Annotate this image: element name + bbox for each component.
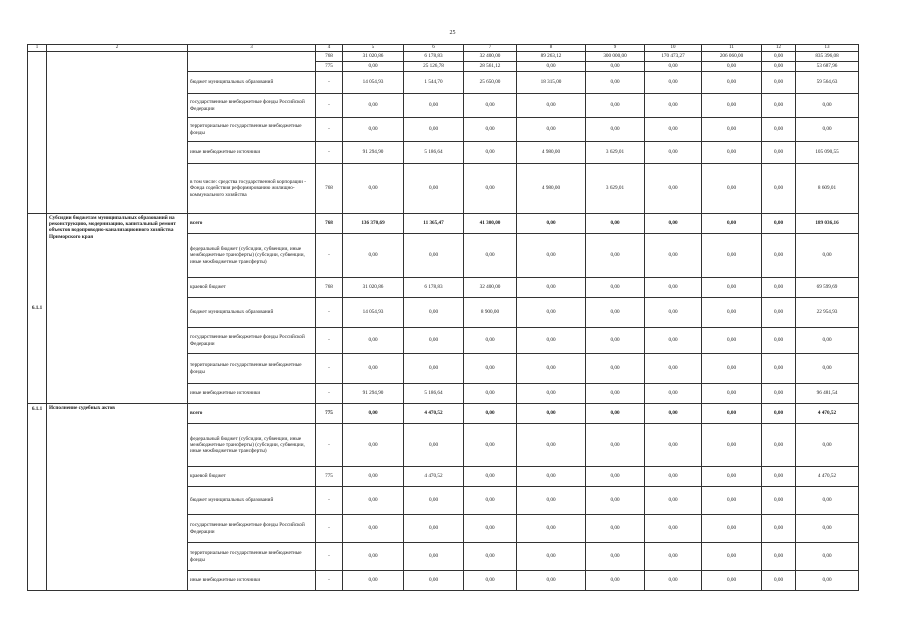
funding-source-cell: государственные внебюджетные фонды Российской Федерации <box>188 515 316 543</box>
amount-cell: 32 400,00 <box>464 278 517 298</box>
amount-cell: 31 020,86 <box>343 278 404 298</box>
amount-cell: 0,00 <box>586 328 645 354</box>
amount-cell: 0,00 <box>645 298 702 328</box>
amount-cell: 0,00 <box>762 515 796 543</box>
amount-cell: 0,00 <box>762 52 796 62</box>
amount-cell: 0,00 <box>404 328 464 354</box>
column-number: 5 <box>343 45 404 52</box>
amount-cell: 0,00 <box>464 543 517 571</box>
amount-cell: 0,00 <box>517 543 586 571</box>
amount-cell: 0,00 <box>586 298 645 328</box>
amount-cell: 0,00 <box>762 118 796 142</box>
amount-cell: 0,00 <box>586 543 645 571</box>
amount-cell: 25 126,78 <box>404 62 464 72</box>
amount-cell: 0,00 <box>702 571 762 591</box>
grbs-code-cell: 775 <box>316 404 343 424</box>
amount-cell: 0,00 <box>404 234 464 278</box>
amount-cell: 0,00 <box>645 118 702 142</box>
amount-cell: 0,00 <box>517 384 586 404</box>
amount-cell: 6 178,83 <box>404 278 464 298</box>
amount-cell: 4 470,52 <box>796 404 859 424</box>
amount-cell: 0,00 <box>762 543 796 571</box>
amount-cell: 0,00 <box>343 467 404 487</box>
column-number: 13 <box>796 45 859 52</box>
amount-cell: 0,00 <box>702 328 762 354</box>
funding-source-cell: в том числе: средства государственной корпорации - Фонда содействия реформированию жилищно-коммунального хозяйства <box>188 164 316 214</box>
amount-cell: 0,00 <box>796 487 859 515</box>
amount-cell: 0,00 <box>796 118 859 142</box>
amount-cell: 0,00 <box>762 404 796 424</box>
amount-cell: 0,00 <box>586 515 645 543</box>
amount-cell: 0,00 <box>464 571 517 591</box>
amount-cell: 0,00 <box>464 384 517 404</box>
amount-cell: 0,00 <box>645 278 702 298</box>
amount-cell: 835 396,08 <box>796 52 859 62</box>
row-name-cell <box>47 52 188 214</box>
amount-cell: 0,00 <box>404 424 464 467</box>
row-name-cell: Субсидии бюджетам муниципальных образований на реконструкцию, модернизацию, капитальный ремонт объектов водопроводно-канализационного хозяйства Приморского края <box>47 214 188 404</box>
amount-cell: 0,00 <box>464 234 517 278</box>
amount-cell: 4 470,52 <box>796 467 859 487</box>
amount-cell: 14 054,93 <box>343 298 404 328</box>
grbs-code-cell: 775 <box>316 467 343 487</box>
amount-cell: 0,00 <box>796 328 859 354</box>
row-code-cell <box>28 52 47 214</box>
row-code-cell: 6.1.1 <box>28 214 47 404</box>
amount-cell: 3 629,01 <box>586 164 645 214</box>
column-number: 4 <box>316 45 343 52</box>
column-number: 10 <box>645 45 702 52</box>
amount-cell: 0,00 <box>702 142 762 164</box>
amount-cell: 11 365,47 <box>404 214 464 234</box>
amount-cell: 0,00 <box>586 424 645 467</box>
amount-cell: 0,00 <box>762 142 796 164</box>
amount-cell: 0,00 <box>645 543 702 571</box>
amount-cell: 0,00 <box>404 94 464 118</box>
table-row <box>28 52 859 62</box>
amount-cell: 0,00 <box>404 543 464 571</box>
amount-cell: 0,00 <box>343 234 404 278</box>
amount-cell: 22 954,93 <box>796 298 859 328</box>
amount-cell: 0,00 <box>762 487 796 515</box>
funding-source-cell: федеральный бюджет (субсидии, субвенции, иные межбюджетные трансферты) (субсидии, субвенции, иные межбюджетные трансферты) <box>188 424 316 467</box>
grbs-code-cell: - <box>316 72 343 94</box>
column-number: 12 <box>762 45 796 52</box>
amount-cell: 0,00 <box>702 354 762 384</box>
amount-cell: 0,00 <box>586 354 645 384</box>
amount-cell: 0,00 <box>762 234 796 278</box>
amount-cell: 0,00 <box>464 142 517 164</box>
table-row <box>28 214 859 234</box>
amount-cell: 0,00 <box>645 467 702 487</box>
funding-source-cell: краевой бюджет <box>188 467 316 487</box>
amount-cell: 0,00 <box>517 234 586 278</box>
amount-cell: 0,00 <box>645 214 702 234</box>
funding-source-cell: всего <box>188 404 316 424</box>
amount-cell: 0,00 <box>586 467 645 487</box>
amount-cell: 4 980,00 <box>517 142 586 164</box>
amount-cell: 0,00 <box>645 384 702 404</box>
amount-cell: 0,00 <box>343 424 404 467</box>
amount-cell: 0,00 <box>645 62 702 72</box>
column-number: 3 <box>188 45 316 52</box>
amount-cell: 89 263,12 <box>517 52 586 62</box>
amount-cell: 0,00 <box>343 118 404 142</box>
funding-source-cell: краевой бюджет <box>188 278 316 298</box>
funding-source-cell: всего <box>188 214 316 234</box>
grbs-code-cell: - <box>316 543 343 571</box>
amount-cell: 4 980,00 <box>517 164 586 214</box>
funding-source-cell: государственные внебюджетные фонды Российской Федерации <box>188 94 316 118</box>
amount-cell: 0,00 <box>586 571 645 591</box>
amount-cell: 0,00 <box>762 467 796 487</box>
funding-source-cell: территориальные государственные внебюджетные фонды <box>188 543 316 571</box>
amount-cell: 0,00 <box>702 404 762 424</box>
amount-cell: 0,00 <box>702 515 762 543</box>
amount-cell: 0,00 <box>645 328 702 354</box>
amount-cell: 0,00 <box>796 515 859 543</box>
amount-cell: 0,00 <box>343 62 404 72</box>
funding-source-cell: государственные внебюджетные фонды Российской Федерации <box>188 328 316 354</box>
amount-cell: 0,00 <box>702 467 762 487</box>
amount-cell: 0,00 <box>464 404 517 424</box>
amount-cell: 0,00 <box>796 543 859 571</box>
amount-cell: 0,00 <box>702 424 762 467</box>
amount-cell: 0,00 <box>645 72 702 94</box>
amount-cell: 0,00 <box>404 571 464 591</box>
amount-cell: 0,00 <box>586 62 645 72</box>
amount-cell: 0,00 <box>702 164 762 214</box>
grbs-code-cell: - <box>316 424 343 467</box>
amount-cell: 8 900,00 <box>464 298 517 328</box>
row-code-cell: 6.1.1 <box>28 404 47 591</box>
amount-cell: 0,00 <box>762 328 796 354</box>
page-number: 25 <box>449 30 456 36</box>
amount-cell: 0,00 <box>517 278 586 298</box>
amount-cell: 0,00 <box>517 354 586 384</box>
amount-cell: 0,00 <box>517 424 586 467</box>
row-name-cell: Исполнение судебных актов <box>47 404 188 591</box>
amount-cell: 0,00 <box>762 354 796 384</box>
grbs-code-cell: - <box>316 234 343 278</box>
amount-cell: 0,00 <box>645 94 702 118</box>
amount-cell: 0,00 <box>464 118 517 142</box>
amount-cell: 0,00 <box>702 214 762 234</box>
amount-cell: 0,00 <box>645 571 702 591</box>
grbs-code-cell: - <box>316 571 343 591</box>
grbs-code-cell: 768 <box>316 52 343 62</box>
amount-cell: 0,00 <box>343 328 404 354</box>
column-number-row <box>28 45 859 52</box>
amount-cell: 3 629,01 <box>586 142 645 164</box>
amount-cell: 91 294,90 <box>343 384 404 404</box>
amount-cell: 0,00 <box>702 384 762 404</box>
grbs-code-cell: - <box>316 142 343 164</box>
amount-cell: 105 090,55 <box>796 142 859 164</box>
funding-source-cell <box>188 52 316 72</box>
amount-cell: 136 370,69 <box>343 214 404 234</box>
grbs-code-cell: 768 <box>316 214 343 234</box>
amount-cell: 18 315,00 <box>517 72 586 94</box>
amount-cell: 0,00 <box>702 94 762 118</box>
amount-cell: 32 400,00 <box>464 52 517 62</box>
amount-cell: 0,00 <box>517 328 586 354</box>
grbs-code-cell: - <box>316 118 343 142</box>
funding-source-cell: бюджет муниципальных образований <box>188 72 316 94</box>
amount-cell: 0,00 <box>404 298 464 328</box>
amount-cell: 0,00 <box>586 72 645 94</box>
amount-cell: 0,00 <box>464 354 517 384</box>
grbs-code-cell: - <box>316 94 343 118</box>
amount-cell: 0,00 <box>404 487 464 515</box>
amount-cell: 0,00 <box>762 384 796 404</box>
amount-cell: 0,00 <box>343 571 404 591</box>
amount-cell: 0,00 <box>702 487 762 515</box>
amount-cell: 0,00 <box>645 142 702 164</box>
amount-cell: 0,00 <box>702 278 762 298</box>
amount-cell: 170 473,27 <box>645 52 702 62</box>
amount-cell: 0,00 <box>586 118 645 142</box>
amount-cell: 0,00 <box>343 354 404 384</box>
amount-cell: 0,00 <box>464 328 517 354</box>
amount-cell: 0,00 <box>517 467 586 487</box>
amount-cell: 0,00 <box>343 94 404 118</box>
amount-cell: 189 036,16 <box>796 214 859 234</box>
amount-cell: 0,00 <box>464 487 517 515</box>
amount-cell: 0,00 <box>464 515 517 543</box>
column-number: 9 <box>586 45 645 52</box>
amount-cell: 0,00 <box>762 571 796 591</box>
amount-cell: 0,00 <box>762 62 796 72</box>
funding-source-cell: бюджет муниципальных образований <box>188 487 316 515</box>
funding-source-cell: территориальные государственные внебюджетные фонды <box>188 118 316 142</box>
amount-cell: 0,00 <box>517 214 586 234</box>
funding-source-cell: иные внебюджетные источники <box>188 142 316 164</box>
amount-cell: 0,00 <box>517 515 586 543</box>
amount-cell: 0,00 <box>762 164 796 214</box>
amount-cell: 1 544,70 <box>404 72 464 94</box>
amount-cell: 0,00 <box>517 487 586 515</box>
amount-cell: 300 000,00 <box>586 52 645 62</box>
amount-cell: 96 481,54 <box>796 384 859 404</box>
amount-cell: 4 470,52 <box>404 467 464 487</box>
amount-cell: 59 564,63 <box>796 72 859 94</box>
column-number: 8 <box>517 45 586 52</box>
funding-source-cell: бюджет муниципальных образований <box>188 298 316 328</box>
amount-cell: 0,00 <box>404 354 464 384</box>
grbs-code-cell: 768 <box>316 278 343 298</box>
amount-cell: 0,00 <box>702 118 762 142</box>
amount-cell: 0,00 <box>645 234 702 278</box>
amount-cell: 0,00 <box>702 298 762 328</box>
amount-cell: 0,00 <box>796 354 859 384</box>
amount-cell: 0,00 <box>762 94 796 118</box>
amount-cell: 0,00 <box>517 62 586 72</box>
amount-cell: 0,00 <box>762 214 796 234</box>
amount-cell: 0,00 <box>343 543 404 571</box>
amount-cell: 0,00 <box>586 94 645 118</box>
amount-cell: 4 470,52 <box>404 404 464 424</box>
amount-cell: 0,00 <box>586 384 645 404</box>
column-number: 6 <box>404 45 464 52</box>
amount-cell: 0,00 <box>586 487 645 515</box>
amount-cell: 0,00 <box>702 62 762 72</box>
amount-cell: 6 178,83 <box>404 52 464 62</box>
amount-cell: 0,00 <box>464 94 517 118</box>
funding-source-cell: федеральный бюджет (субсидии, субвенции, иные межбюджетные трансферты) (субсидии, субвенции, иные межбюджетные трансферты) <box>188 234 316 278</box>
amount-cell: 0,00 <box>762 298 796 328</box>
column-number: 7 <box>464 45 517 52</box>
amount-cell: 0,00 <box>464 424 517 467</box>
amount-cell: 0,00 <box>586 404 645 424</box>
funding-source-cell: иные внебюджетные источники <box>188 571 316 591</box>
amount-cell: 0,00 <box>702 234 762 278</box>
amount-cell: 0,00 <box>404 515 464 543</box>
amount-cell: 25 650,00 <box>464 72 517 94</box>
amount-cell: 0,00 <box>762 424 796 467</box>
amount-cell: 0,00 <box>517 571 586 591</box>
amount-cell: 0,00 <box>645 164 702 214</box>
amount-cell: 41 300,00 <box>464 214 517 234</box>
column-number: 2 <box>47 45 188 52</box>
amount-cell: 0,00 <box>586 214 645 234</box>
amount-cell: 0,00 <box>343 164 404 214</box>
amount-cell: 0,00 <box>645 487 702 515</box>
amount-cell: 5 186,64 <box>404 384 464 404</box>
amount-cell: 53 687,96 <box>796 62 859 72</box>
amount-cell: 0,00 <box>796 94 859 118</box>
amount-cell: 0,00 <box>464 467 517 487</box>
amount-cell: 0,00 <box>762 278 796 298</box>
amount-cell: 14 054,93 <box>343 72 404 94</box>
amount-cell: 0,00 <box>343 515 404 543</box>
amount-cell: 0,00 <box>404 164 464 214</box>
amount-cell: 0,00 <box>762 72 796 94</box>
amount-cell: 5 186,64 <box>404 142 464 164</box>
grbs-code-cell: - <box>316 487 343 515</box>
grbs-code-cell: - <box>316 354 343 384</box>
funding-source-cell: территориальные государственные внебюджетные фонды <box>188 354 316 384</box>
amount-cell: 0,00 <box>464 164 517 214</box>
grbs-code-cell: - <box>316 328 343 354</box>
amount-cell: 0,00 <box>645 354 702 384</box>
amount-cell: 0,00 <box>702 72 762 94</box>
column-number: 11 <box>702 45 762 52</box>
column-number: 1 <box>28 45 47 52</box>
amount-cell: 0,00 <box>517 94 586 118</box>
amount-cell: 0,00 <box>645 424 702 467</box>
funding-source-cell: иные внебюджетные источники <box>188 384 316 404</box>
amount-cell: 0,00 <box>586 278 645 298</box>
amount-cell: 0,00 <box>517 298 586 328</box>
amount-cell: 0,00 <box>796 571 859 591</box>
amount-cell: 0,00 <box>517 404 586 424</box>
grbs-code-cell: - <box>316 515 343 543</box>
grbs-code-cell: 775 <box>316 62 343 72</box>
grbs-code-cell: - <box>316 384 343 404</box>
amount-cell: 0,00 <box>343 404 404 424</box>
amount-cell: 206 060,00 <box>702 52 762 62</box>
amount-cell: 0,00 <box>517 118 586 142</box>
amount-cell: 0,00 <box>796 234 859 278</box>
amount-cell: 0,00 <box>343 487 404 515</box>
amount-cell: 0,00 <box>645 515 702 543</box>
amount-cell: 0,00 <box>645 404 702 424</box>
table-row <box>28 404 859 424</box>
grbs-code-cell: 768 <box>316 164 343 214</box>
amount-cell: 0,00 <box>586 234 645 278</box>
amount-cell: 0,00 <box>702 543 762 571</box>
amount-cell: 69 599,69 <box>796 278 859 298</box>
amount-cell: 0,00 <box>404 118 464 142</box>
amount-cell: 28 561,12 <box>464 62 517 72</box>
budget-table <box>27 44 859 591</box>
amount-cell: 8 609,01 <box>796 164 859 214</box>
amount-cell: 31 020,86 <box>343 52 404 62</box>
amount-cell: 0,00 <box>796 424 859 467</box>
amount-cell: 91 294,90 <box>343 142 404 164</box>
grbs-code-cell: - <box>316 298 343 328</box>
